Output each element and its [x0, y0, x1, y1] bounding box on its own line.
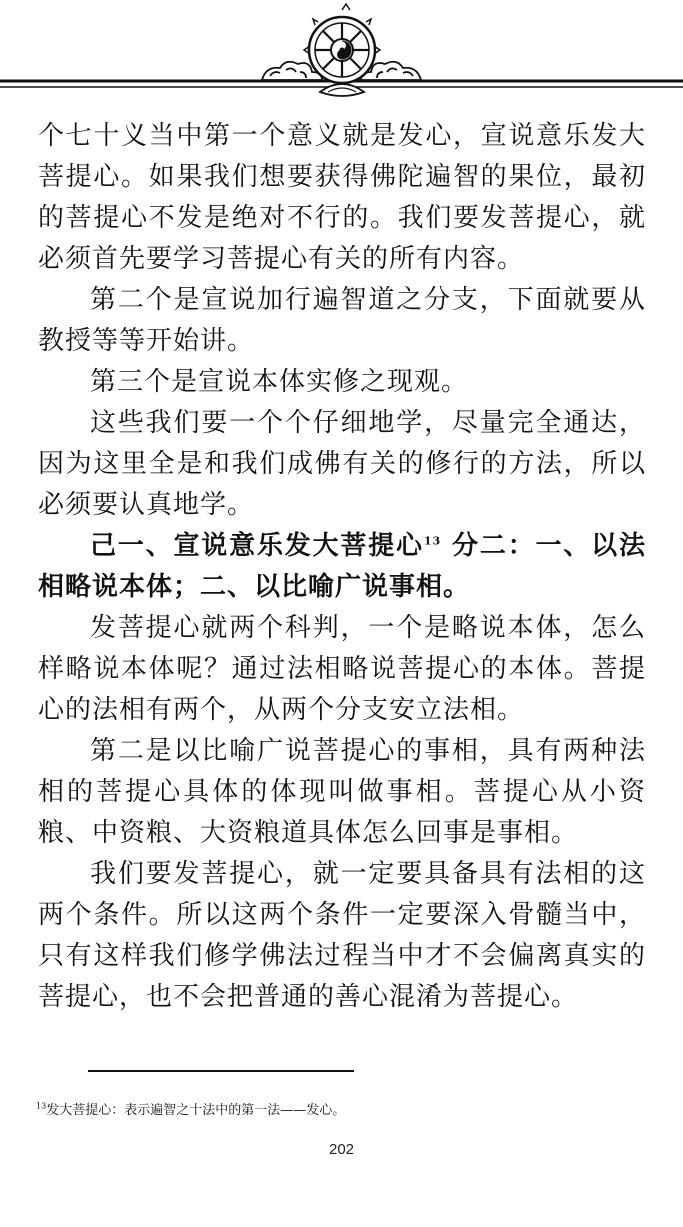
footnote-text: 发大菩提心：表示遍智之十法中的第一法——发心。	[46, 1103, 346, 1118]
body-paragraph: 我们要发菩提心，就一定要具备具有法相的这两个条件。所以这两个条件一定要深入骨髓当中，只有这样我们修学佛法过程当中才不会偏离真实的菩提心，也不会把普通的善心混淆为菩提心。	[38, 859, 646, 1012]
body-paragraph: 第二个是宣说加行遍智道之分支，下面就要从教授等等开始讲。	[38, 285, 646, 356]
footnote-divider	[88, 1070, 354, 1072]
body-paragraph: 第二是以比喻广说菩提心的事相，具有两种法相的菩提心具体的体现叫做事相。菩提心从小资粮、中资粮、大资粮道具体怎么回事是事相。	[38, 736, 646, 848]
footnote	[36, 1099, 345, 1118]
page-number: 202	[328, 1141, 355, 1158]
footnote-marker: 13	[36, 1101, 47, 1111]
body-paragraph: 发菩提心就两个科判，一个是略说本体，怎么样略说本体呢？通过法相略说菩提心的本体。菩提心的法相有两个，从两个分支安立法相。	[38, 613, 646, 725]
body-paragraph: 个七十义当中第一个意义就是发心，宣说意乐发大菩提心。如果我们想要获得佛陀遍智的果位，最初的菩提心不发是绝对不行的。我们要发菩提心，就必须首先要学习菩提心有关的所有内容。	[38, 121, 646, 274]
footnote-ref: 13	[423, 534, 442, 548]
body-paragraph: 第三个是宣说本体实修之现观。	[90, 367, 469, 397]
section-heading	[38, 526, 646, 608]
page-header	[0, 0, 683, 110]
header-ornament	[0, 0, 683, 110]
body-paragraph: 这些我们要一个个仔细地学，尽量完全通达，因为这里全是和我们成佛有关的修行的方法，所以必须要认真地学。	[38, 408, 646, 520]
page-body	[38, 116, 646, 1018]
heading-text: 分二：一、以法相略说本体；二、以比喻广说事相。	[38, 531, 646, 602]
heading-text: 己一、宣说意乐发大菩提心	[90, 531, 424, 561]
